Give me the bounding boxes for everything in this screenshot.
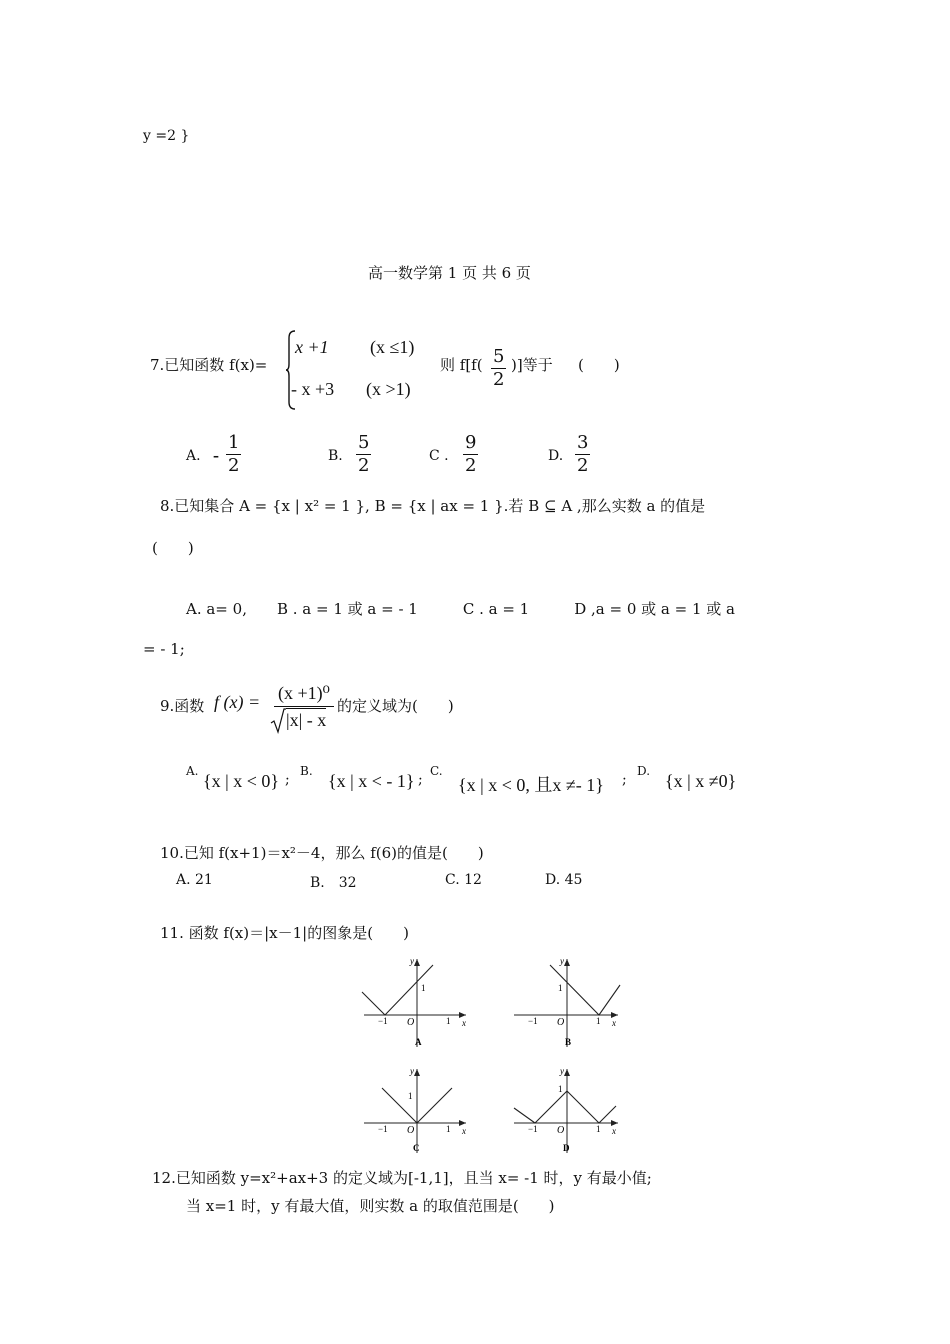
- q9-option-c-label: C.: [430, 764, 443, 778]
- q9-option-a-value: {x | x < 0}: [203, 771, 280, 791]
- q7-option-b-fraction: $\frac{5}{2}$: [358, 432, 370, 476]
- q7-case1-expr: x +1: [295, 337, 329, 357]
- q7-option-a-fraction: $\frac{1}{2}$: [228, 432, 240, 476]
- q8-paren: ( ): [152, 539, 194, 557]
- q10-option-a: A. 21: [176, 872, 213, 888]
- q12-line1: 12.已知函数 y=x²+ax+3 的定义域为[-1,1]，且当 x= -1 时，y 有最小值;: [152, 1169, 652, 1187]
- graph-c-label: C: [413, 1143, 420, 1153]
- q7-option-c-label: C .: [429, 448, 449, 464]
- graph-d-x-label: x: [612, 1126, 616, 1136]
- graph-b-x-label: x: [612, 1018, 616, 1028]
- q9-option-d-label: D.: [637, 764, 651, 778]
- graph-a-tick-pos: 1: [446, 1016, 451, 1026]
- q9-option-a-sep: ;: [285, 772, 290, 788]
- graph-b-tick-neg: −1: [528, 1016, 538, 1026]
- q11-stem: 11. 函数 f(x)＝|x－1|的图象是( ): [160, 924, 409, 942]
- q9-prefix: 9.函数: [160, 697, 205, 715]
- graph-d-tick-pos: 1: [596, 1124, 601, 1134]
- graph-a-ytick: 1: [421, 983, 426, 993]
- q9-option-c-sep: ;: [622, 772, 627, 788]
- graph-c-tick-neg: −1: [378, 1124, 388, 1134]
- q9-func: f (x) =: [214, 692, 261, 712]
- q7-mid-b: )]等于: [511, 356, 553, 374]
- q9-option-d-value: {x | x ≠0}: [665, 771, 737, 791]
- q12-line2: 当 x=1 时，y 有最大值，则实数 a 的取值范围是( ): [186, 1197, 555, 1215]
- graph-c-origin: O: [407, 1125, 415, 1136]
- graph-c-y-label: y: [410, 1066, 414, 1076]
- q7-arg-fraction: $\frac{5}{2}$: [493, 346, 505, 390]
- page-footer: 高一数学第 1 页 共 6 页: [368, 264, 531, 282]
- q7-option-a-sign: -: [213, 445, 219, 465]
- q9-option-b-label: B.: [300, 764, 313, 778]
- q7-paren: ( ): [578, 356, 620, 374]
- graph-a-x-label: x: [462, 1018, 466, 1028]
- graph-d-label: D: [563, 1143, 570, 1153]
- graph-b-ytick: 1: [558, 983, 563, 993]
- graph-b-label: B: [565, 1037, 572, 1047]
- graph-d-origin: O: [557, 1125, 565, 1136]
- graph-d-ytick: 1: [558, 1084, 563, 1094]
- graph-d: [510, 1065, 622, 1155]
- graph-d-y-label: y: [560, 1066, 564, 1076]
- q9-suffix: 的定义域为( ): [337, 697, 454, 715]
- graph-c-tick-pos: 1: [446, 1124, 451, 1134]
- graph-a-y-label: y: [410, 956, 414, 966]
- graph-a-label: A: [415, 1037, 422, 1047]
- graph-a: [360, 955, 470, 1050]
- q8-options: A. a= 0, B . a = 1 或 a = - 1 C . a = 1 D ,a = 0 或 a = 1 或 a: [186, 600, 735, 618]
- q10-option-b: B. 32: [310, 875, 357, 891]
- q7-prefix: 7.已知函数 f(x)=: [150, 356, 268, 374]
- q7-option-a-label: A.: [186, 448, 201, 464]
- graph-c-x-label: x: [462, 1126, 466, 1136]
- graph-c-ytick: 1: [408, 1091, 413, 1101]
- q7-mid-a: 则 f[f(: [440, 356, 483, 374]
- q7-case1-cond: (x ≤1): [370, 337, 415, 357]
- q9-option-a-label: A.: [186, 764, 199, 778]
- q7-option-d-fraction: $\frac{3}{2}$: [577, 432, 589, 476]
- q8-options-tail: = - 1;: [143, 640, 185, 658]
- graph-b-origin: O: [557, 1017, 565, 1028]
- graph-b: [510, 955, 622, 1050]
- q9-numerator: (x +1)⁰: [274, 683, 334, 707]
- sqrt-icon: [270, 708, 286, 734]
- q7-option-b-label: B.: [328, 448, 343, 464]
- q9-option-c-value: {x | x < 0, 且x ≠- 1}: [458, 775, 604, 795]
- graph-c: [360, 1065, 470, 1155]
- graph-a-tick-neg: −1: [378, 1016, 388, 1026]
- q10-option-c: C. 12: [445, 872, 482, 888]
- q7-case2-cond: (x >1): [366, 379, 411, 399]
- q8-stem: 8.已知集合 A = {x | x² = 1 }, B = {x | ax = 1 }.若 B ⊆ A ,那么实数 a 的值是: [160, 497, 706, 515]
- q9-option-b-sep: ;: [418, 772, 423, 788]
- q7-option-d-label: D.: [548, 448, 564, 464]
- q9-denominator: |x| - x: [286, 710, 327, 730]
- top-fragment: y =2 }: [143, 128, 190, 144]
- graph-b-y-label: y: [560, 956, 564, 966]
- graph-a-origin: O: [407, 1017, 415, 1028]
- q7-case2-expr: - x +3: [291, 379, 335, 399]
- graph-d-tick-neg: −1: [528, 1124, 538, 1134]
- q10-stem: 10.已知 f(x+1)＝x²－4，那么 f(6)的值是( ): [160, 844, 484, 862]
- q10-option-d: D. 45: [545, 872, 583, 888]
- q7-option-c-fraction: $\frac{9}{2}$: [465, 432, 477, 476]
- graph-b-tick-pos: 1: [596, 1016, 601, 1026]
- q9-option-b-value: {x | x < - 1}: [328, 771, 415, 791]
